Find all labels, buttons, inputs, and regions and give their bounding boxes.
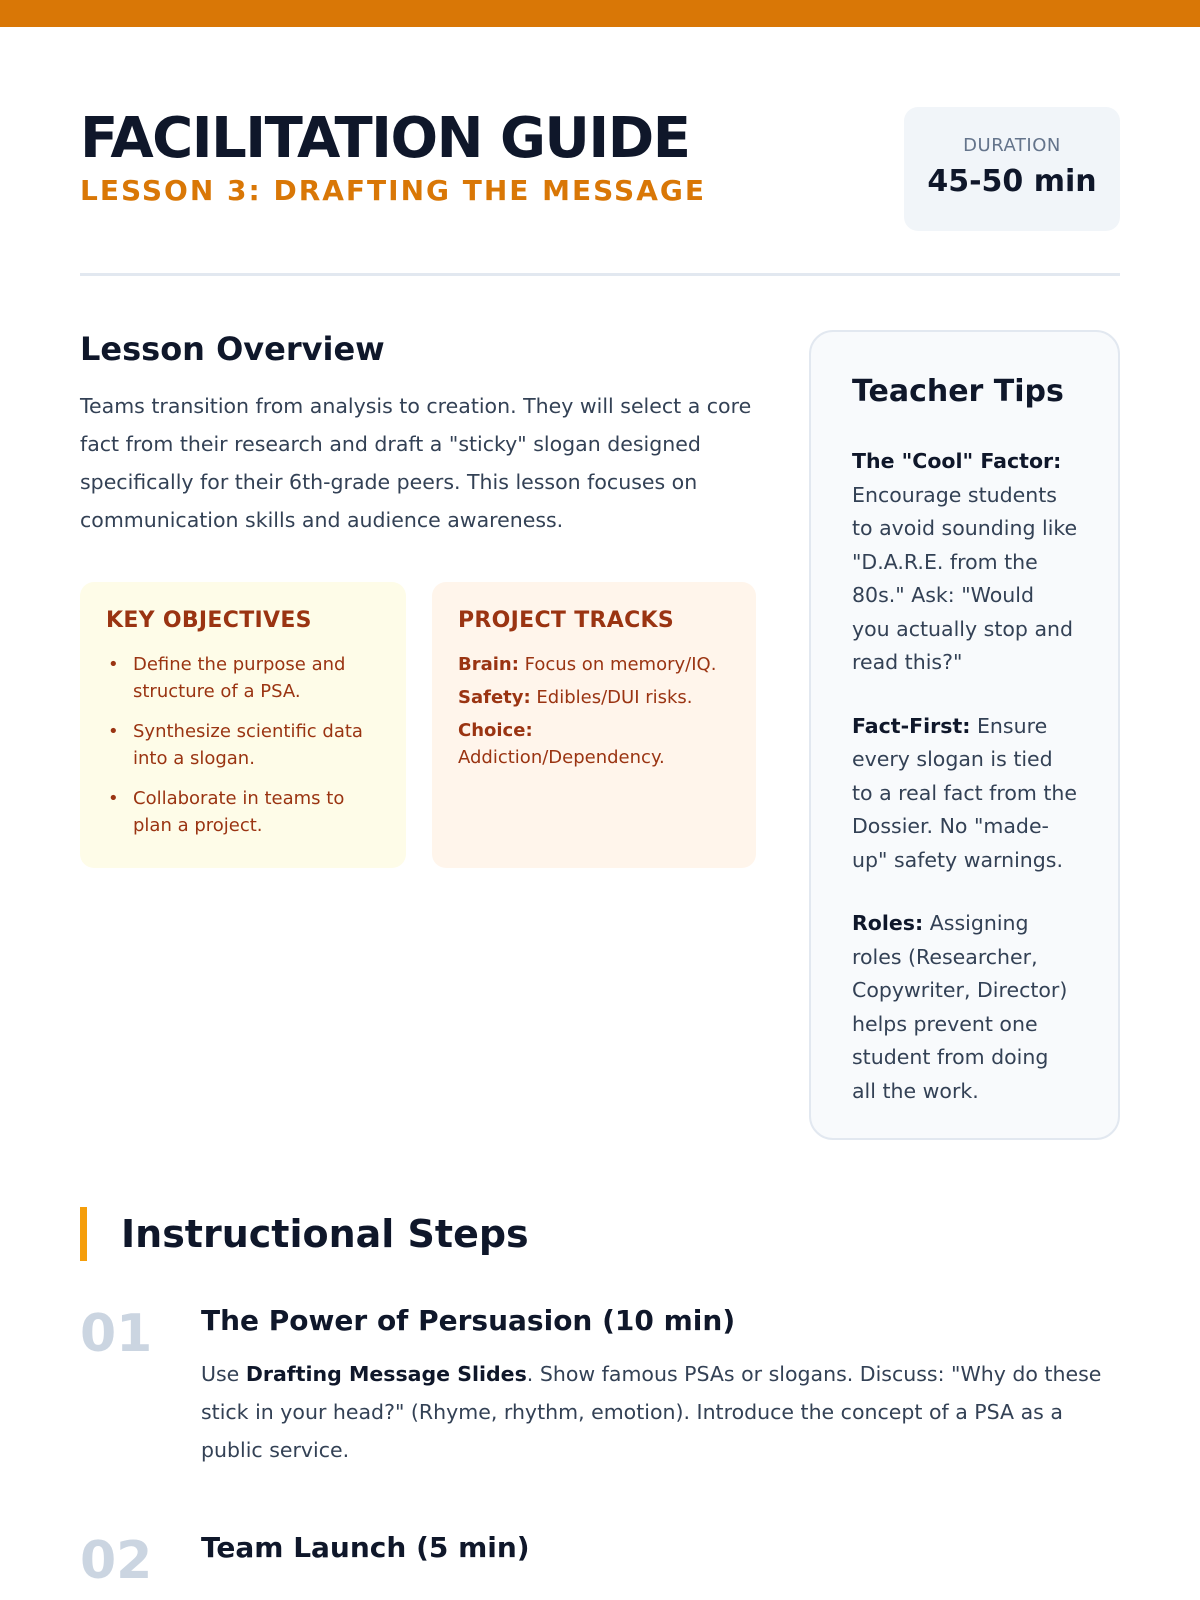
tracks-list [458, 651, 730, 771]
page-title: FACILITATION GUIDE [80, 106, 690, 171]
overview-heading: Lesson Overview [80, 330, 385, 368]
bullet-icon: • [108, 788, 119, 809]
objectives-title: KEY OBJECTIVES [106, 608, 312, 633]
instructional-steps-heading: Instructional Steps [80, 1207, 529, 1261]
page-header [80, 105, 1120, 235]
lesson-subtitle: LESSON 3: DRAFTING THE MESSAGE [80, 174, 706, 207]
duration-label: DURATION [963, 135, 1061, 156]
list-item: • Synthesize scientific data into a slogan. [106, 718, 380, 772]
lesson-overview [80, 332, 760, 539]
step-body [201, 1530, 1121, 1566]
list-item: • Define the purpose and structure of a PSA. [106, 651, 380, 705]
info-cards [80, 582, 756, 868]
top-accent-bar [0, 0, 1200, 27]
tip-item: The "Cool" Factor: Encourage students to avoid sounding like "D.A.R.E. from the 80s." Ask: "Would you actually stop and read this?" [852, 449, 1078, 674]
bullet-icon: • [108, 721, 119, 742]
bullet-icon: • [108, 654, 119, 675]
duration-value: 45-50 min [927, 164, 1097, 199]
overview-text: Teams transition from analysis to creation. They will select a core fact from their research and draft a "sticky" slogan designed specifically for their 6th-grade peers. This lesson focuses on communication skills and audience awareness. [80, 394, 752, 533]
track-item: Brain: Focus on memory/IQ. [458, 654, 717, 675]
tracks-title: PROJECT TRACKS [458, 608, 675, 633]
objectives-list [106, 651, 380, 839]
key-objectives-card [80, 582, 406, 868]
track-item: Choice: Addiction/Dependency. [458, 720, 665, 768]
step-title: The Power of Persuasion (10 min) [201, 1304, 736, 1337]
project-tracks-card [432, 582, 756, 868]
step-title: Team Launch (5 min) [201, 1531, 530, 1564]
teacher-tips-panel [809, 330, 1120, 1140]
track-item: Safety: Edibles/DUI risks. [458, 687, 693, 708]
tips-title: Teacher Tips [852, 374, 1064, 409]
step-body [201, 1303, 1121, 1469]
step-text: Use Drafting Message Slides. Show famous PSAs or slogans. Discuss: "Why do these stick in your head?" (Rhyme, rhythm, emotion). Introduce the concept of a PSA as a public service. [201, 1362, 1102, 1462]
header-divider [80, 273, 1120, 276]
duration-badge [904, 107, 1120, 231]
step-number: 01 [80, 1304, 153, 1364]
tip-item: Fact-First: Ensure every slogan is tied to a real fact from the Dossier. No "made-up" safety warnings. [852, 713, 1078, 872]
step-number: 02 [80, 1531, 153, 1591]
tip-item: Roles: Assigning roles (Researcher, Copywriter, Director) helps prevent one student from doing all the work. [852, 911, 1068, 1103]
list-item: • Collaborate in teams to plan a project. [106, 785, 380, 839]
